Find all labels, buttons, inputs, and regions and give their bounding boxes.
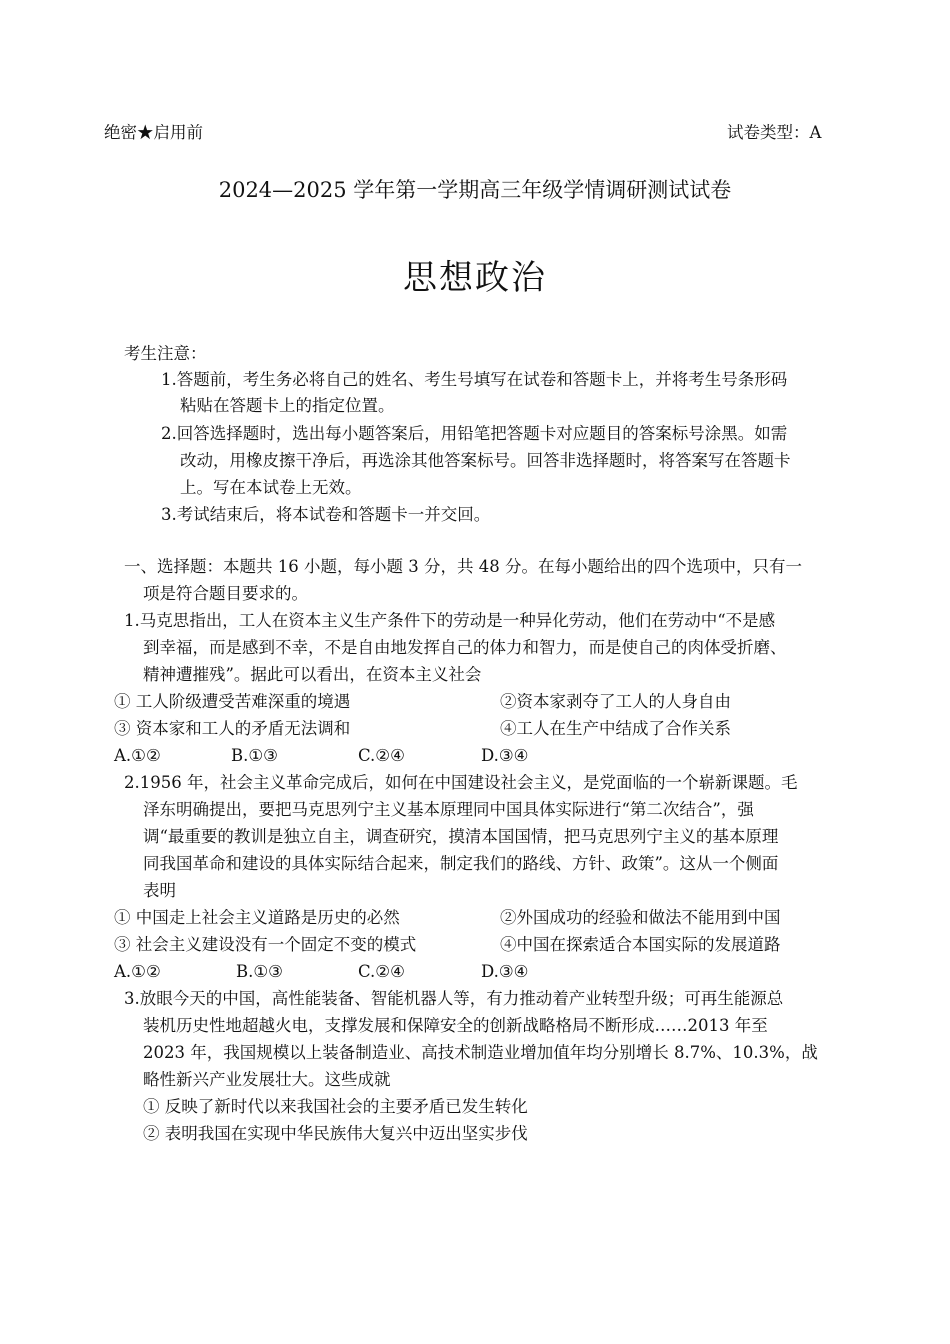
exam-title: 2024—2025 学年第一学期高三年级学情调研测试试卷 <box>218 178 732 202</box>
section-heading: 一、选择题：本题共 16 小题，每小题 3 分，共 48 分。在每小题给出的四个选项中，只有一 <box>124 557 802 576</box>
q2-stem-line: 表明 <box>143 881 176 900</box>
q1-stem-line: 精神遭摧残”。据此可以看出，在资本主义社会 <box>143 665 482 684</box>
q2-answer-b: B.①③ <box>236 962 283 981</box>
q1-option: ③ 资本家和工人的矛盾无法调和 <box>114 719 351 738</box>
section-heading-cont: 项是符合题目要求的。 <box>143 584 308 603</box>
confidential-label: 绝密★启用前 <box>104 123 203 142</box>
q2-answer-c: C.②④ <box>358 962 405 981</box>
q3-option: ① 反映了新时代以来我国社会的主要矛盾已发生转化 <box>143 1097 528 1116</box>
q3-stem-line: 3.放眼今天的中国，高性能装备、智能机器人等，有力推动着产业转型升级；可再生能源总 <box>124 989 784 1008</box>
q3-stem-line: 略性新兴产业发展壮大。这些成就 <box>143 1070 391 1089</box>
q2-option: ③ 社会主义建设没有一个固定不变的模式 <box>114 935 417 954</box>
notice-line: 1.答题前，考生务必将自己的姓名、考生号填写在试卷和答题卡上，并将考生号条形码 <box>161 370 788 389</box>
q1-answer-a: A.①② <box>114 746 161 765</box>
q3-option: ② 表明我国在实现中华民族伟大复兴中迈出坚实步伐 <box>143 1124 528 1143</box>
subject-title: 思想政治 <box>403 258 547 298</box>
q2-stem-line: 同我国革命和建设的具体实际结合起来，制定我们的路线、方针、政策”。这从一个侧面 <box>143 854 779 873</box>
q2-stem-line: 调“最重要的教训是独立自主，调查研究，摸清本国国情，把马克思列宁主义的基本原理 <box>143 827 779 846</box>
notice-line: 2.回答选择题时，选出每小题答案后，用铅笔把答题卡对应题目的答案标号涂黑。如需 <box>161 424 788 443</box>
q1-stem-line: 1.马克思指出，工人在资本主义生产条件下的劳动是一种异化劳动，他们在劳动中“不是感 <box>124 611 776 630</box>
q1-option: ① 工人阶级遭受苦难深重的境遇 <box>114 692 351 711</box>
q1-answer-c: C.②④ <box>358 746 405 765</box>
q3-stem-line: 装机历史性地超越火电，支撑发展和保障安全的创新战略格局不断形成……2013 年至 <box>143 1016 768 1035</box>
q2-stem-line: 2.1956 年，社会主义革命完成后，如何在中国建设社会主义，是党面临的一个崭新课题。毛 <box>124 773 798 792</box>
q1-answer-b: B.①③ <box>231 746 278 765</box>
q2-answer-d: D.③④ <box>481 962 529 981</box>
paper-type-label: 试卷类型：A <box>727 123 822 142</box>
notice-line: 改动，用橡皮擦干净后，再选涂其他答案标号。回答非选择题时，将答案写在答题卡 <box>180 451 791 470</box>
notice-line: 上。写在本试卷上无效。 <box>180 478 362 497</box>
q2-stem-line: 泽东明确提出，要把马克思列宁主义基本原理同中国具体实际进行“第二次结合”，强 <box>143 800 754 819</box>
q2-answer-a: A.①② <box>114 962 161 981</box>
q1-stem-line: 到幸福，而是感到不幸，不是自由地发挥自己的体力和智力，而是使自己的肉体受折磨、 <box>143 638 787 657</box>
q3-stem-line: 2023 年，我国规模以上装备制造业、高技术制造业增加值年均分别增长 8.7%、10.3%，战 <box>143 1043 818 1062</box>
q1-option: ②资本家剥夺了工人的人身自由 <box>500 692 731 711</box>
notice-line: 3.考试结束后，将本试卷和答题卡一并交回。 <box>161 505 491 524</box>
notice-heading: 考生注意： <box>124 344 207 363</box>
q2-option: ④中国在探索适合本国实际的发展道路 <box>500 935 781 954</box>
q2-option: ① 中国走上社会主义道路是历史的必然 <box>114 908 400 927</box>
q1-option: ④工人在生产中结成了合作关系 <box>500 719 731 738</box>
q1-answer-d: D.③④ <box>481 746 529 765</box>
q2-option: ②外国成功的经验和做法不能用到中国 <box>500 908 781 927</box>
notice-line: 粘贴在答题卡上的指定位置。 <box>180 396 395 415</box>
